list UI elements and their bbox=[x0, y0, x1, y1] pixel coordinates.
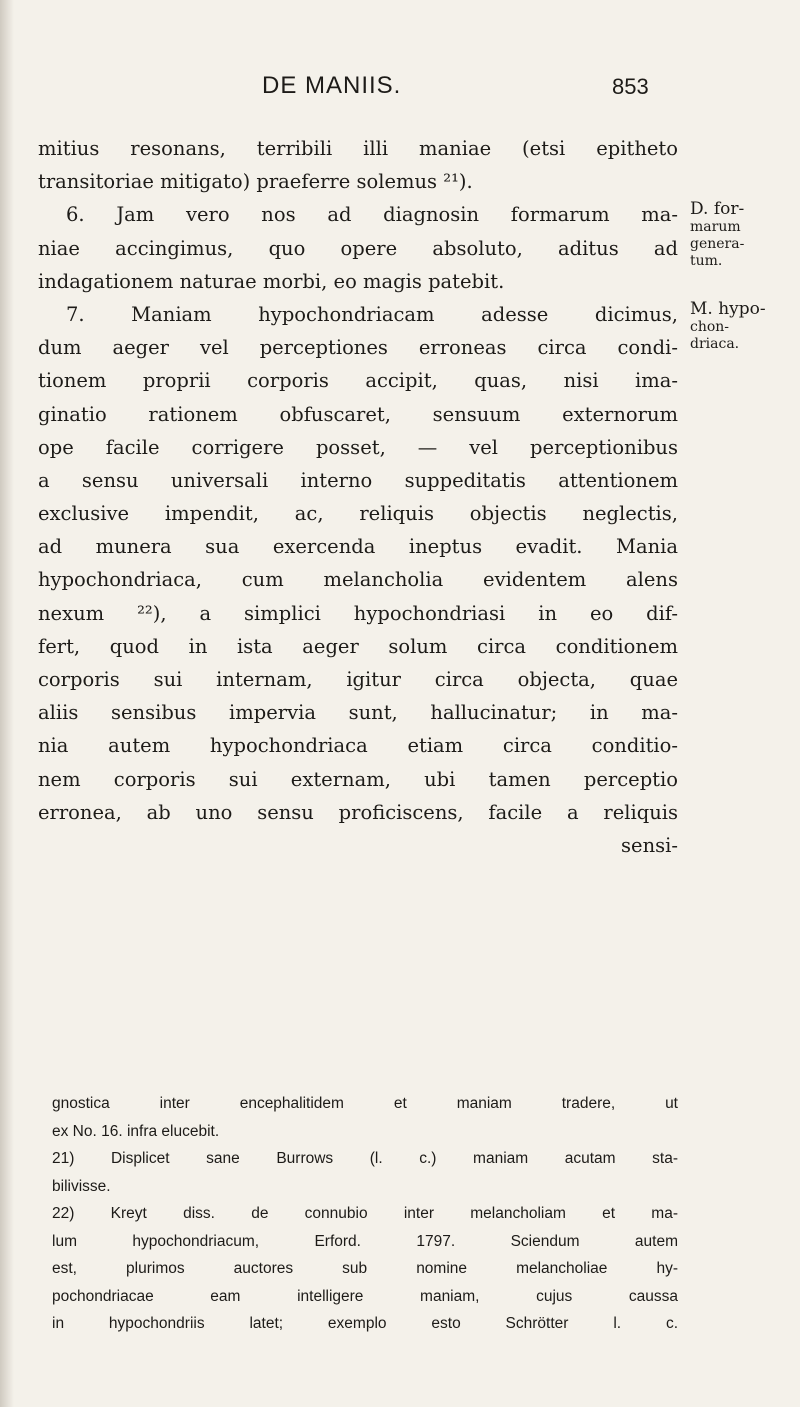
text-line: hypochondriaca, cum melancholia evidentem alens bbox=[38, 568, 678, 592]
catchword: sensi- bbox=[621, 833, 678, 857]
page-header bbox=[0, 72, 800, 112]
text-line: 7. Maniam hypochondriacam adesse dicimus, bbox=[66, 302, 678, 326]
footnote-line: ex No. 16. infra elucebit. bbox=[52, 1122, 220, 1140]
footnote-22: 22) Kreyt diss. de connubio inter melancholiam et ma- bbox=[52, 1205, 678, 1222]
text-line: erronea, ab uno sensu proficiscens, facile a reliquis bbox=[38, 800, 678, 824]
text-line: ad munera sua exercenda ineptus evadit. Mania bbox=[38, 535, 678, 559]
margin-note-line: tum. bbox=[690, 253, 723, 269]
text-line: transitoriae mitigato) praeferre solemus ²¹). bbox=[38, 170, 473, 194]
margin-note-line: M. hypo- bbox=[690, 299, 766, 319]
text-line: 6. Jam vero nos ad diagnosin formarum ma- bbox=[66, 203, 678, 227]
footnote-line: lum hypochondriacum, Erford. 1797. Sciendum autem bbox=[52, 1232, 678, 1250]
text-line: dum aeger vel perceptiones erroneas circa condi- bbox=[38, 336, 678, 360]
footnote-line: pochondriacae eam intelligere maniam, cujus caussa bbox=[52, 1287, 678, 1305]
text-line: nia autem hypochondriaca etiam circa conditio- bbox=[38, 734, 678, 758]
footnote-21: 21) Displicet sane Burrows (l. c.) maniam acutam sta- bbox=[52, 1150, 678, 1167]
margin-note-hypochondriaca bbox=[690, 300, 800, 353]
text-line: ope facile corrigere posset, — vel perceptionibus bbox=[38, 435, 678, 459]
text-line: nexum ²²), a simplici hypochondriasi in eo dif- bbox=[38, 601, 678, 625]
footnote-line: gnostica inter encephalitidem et maniam tradere, ut bbox=[52, 1095, 678, 1112]
text-line: niae accingimus, quo opere absoluto, aditus ad bbox=[38, 236, 678, 260]
text-line: a sensu universali interno suppeditatis attentionem bbox=[38, 468, 678, 492]
text-line: indagationem naturae morbi, eo magis patebit. bbox=[38, 269, 505, 293]
text-line: ginatio rationem obfuscaret, sensuum externorum bbox=[38, 402, 678, 426]
page-number: 853 bbox=[612, 74, 649, 99]
footnote-line: bilivisse. bbox=[52, 1177, 111, 1195]
text-line: corporis sui internam, igitur circa objecta, quae bbox=[38, 668, 678, 691]
text-line: exclusive impendit, ac, reliquis objectis neglectis, bbox=[38, 502, 678, 526]
main-text bbox=[38, 132, 678, 862]
footnote-line: est, plurimos auctores sub nomine melancholiae hy- bbox=[52, 1260, 678, 1277]
margin-note-line: D. for- bbox=[690, 199, 745, 219]
text-line: fert, quod in ista aeger solum circa conditionem bbox=[38, 634, 678, 658]
text-line: mitius resonans, terribili illi maniae (etsi epitheto bbox=[38, 137, 678, 160]
margin-note-line: driaca. bbox=[690, 336, 740, 352]
text-line: nem corporis sui externam, ubi tamen perceptio bbox=[38, 767, 678, 791]
text-line: tionem proprii corporis accipit, quas, nisi ima- bbox=[38, 369, 678, 393]
margin-note-line: genera- bbox=[690, 236, 745, 252]
margin-note-line: marum bbox=[690, 219, 741, 235]
text-line: aliis sensibus impervia sunt, hallucinatur; in ma- bbox=[38, 701, 678, 725]
running-head: DE MANIIS. bbox=[262, 72, 402, 99]
footnote-line: in hypochondriis latet; exemplo esto Schrötter l. c. bbox=[52, 1315, 678, 1332]
page-gutter-shadow bbox=[0, 0, 14, 1407]
margin-note-diagnosis bbox=[690, 200, 800, 270]
footnotes bbox=[52, 1090, 678, 1338]
margin-note-line: chon- bbox=[690, 319, 730, 335]
